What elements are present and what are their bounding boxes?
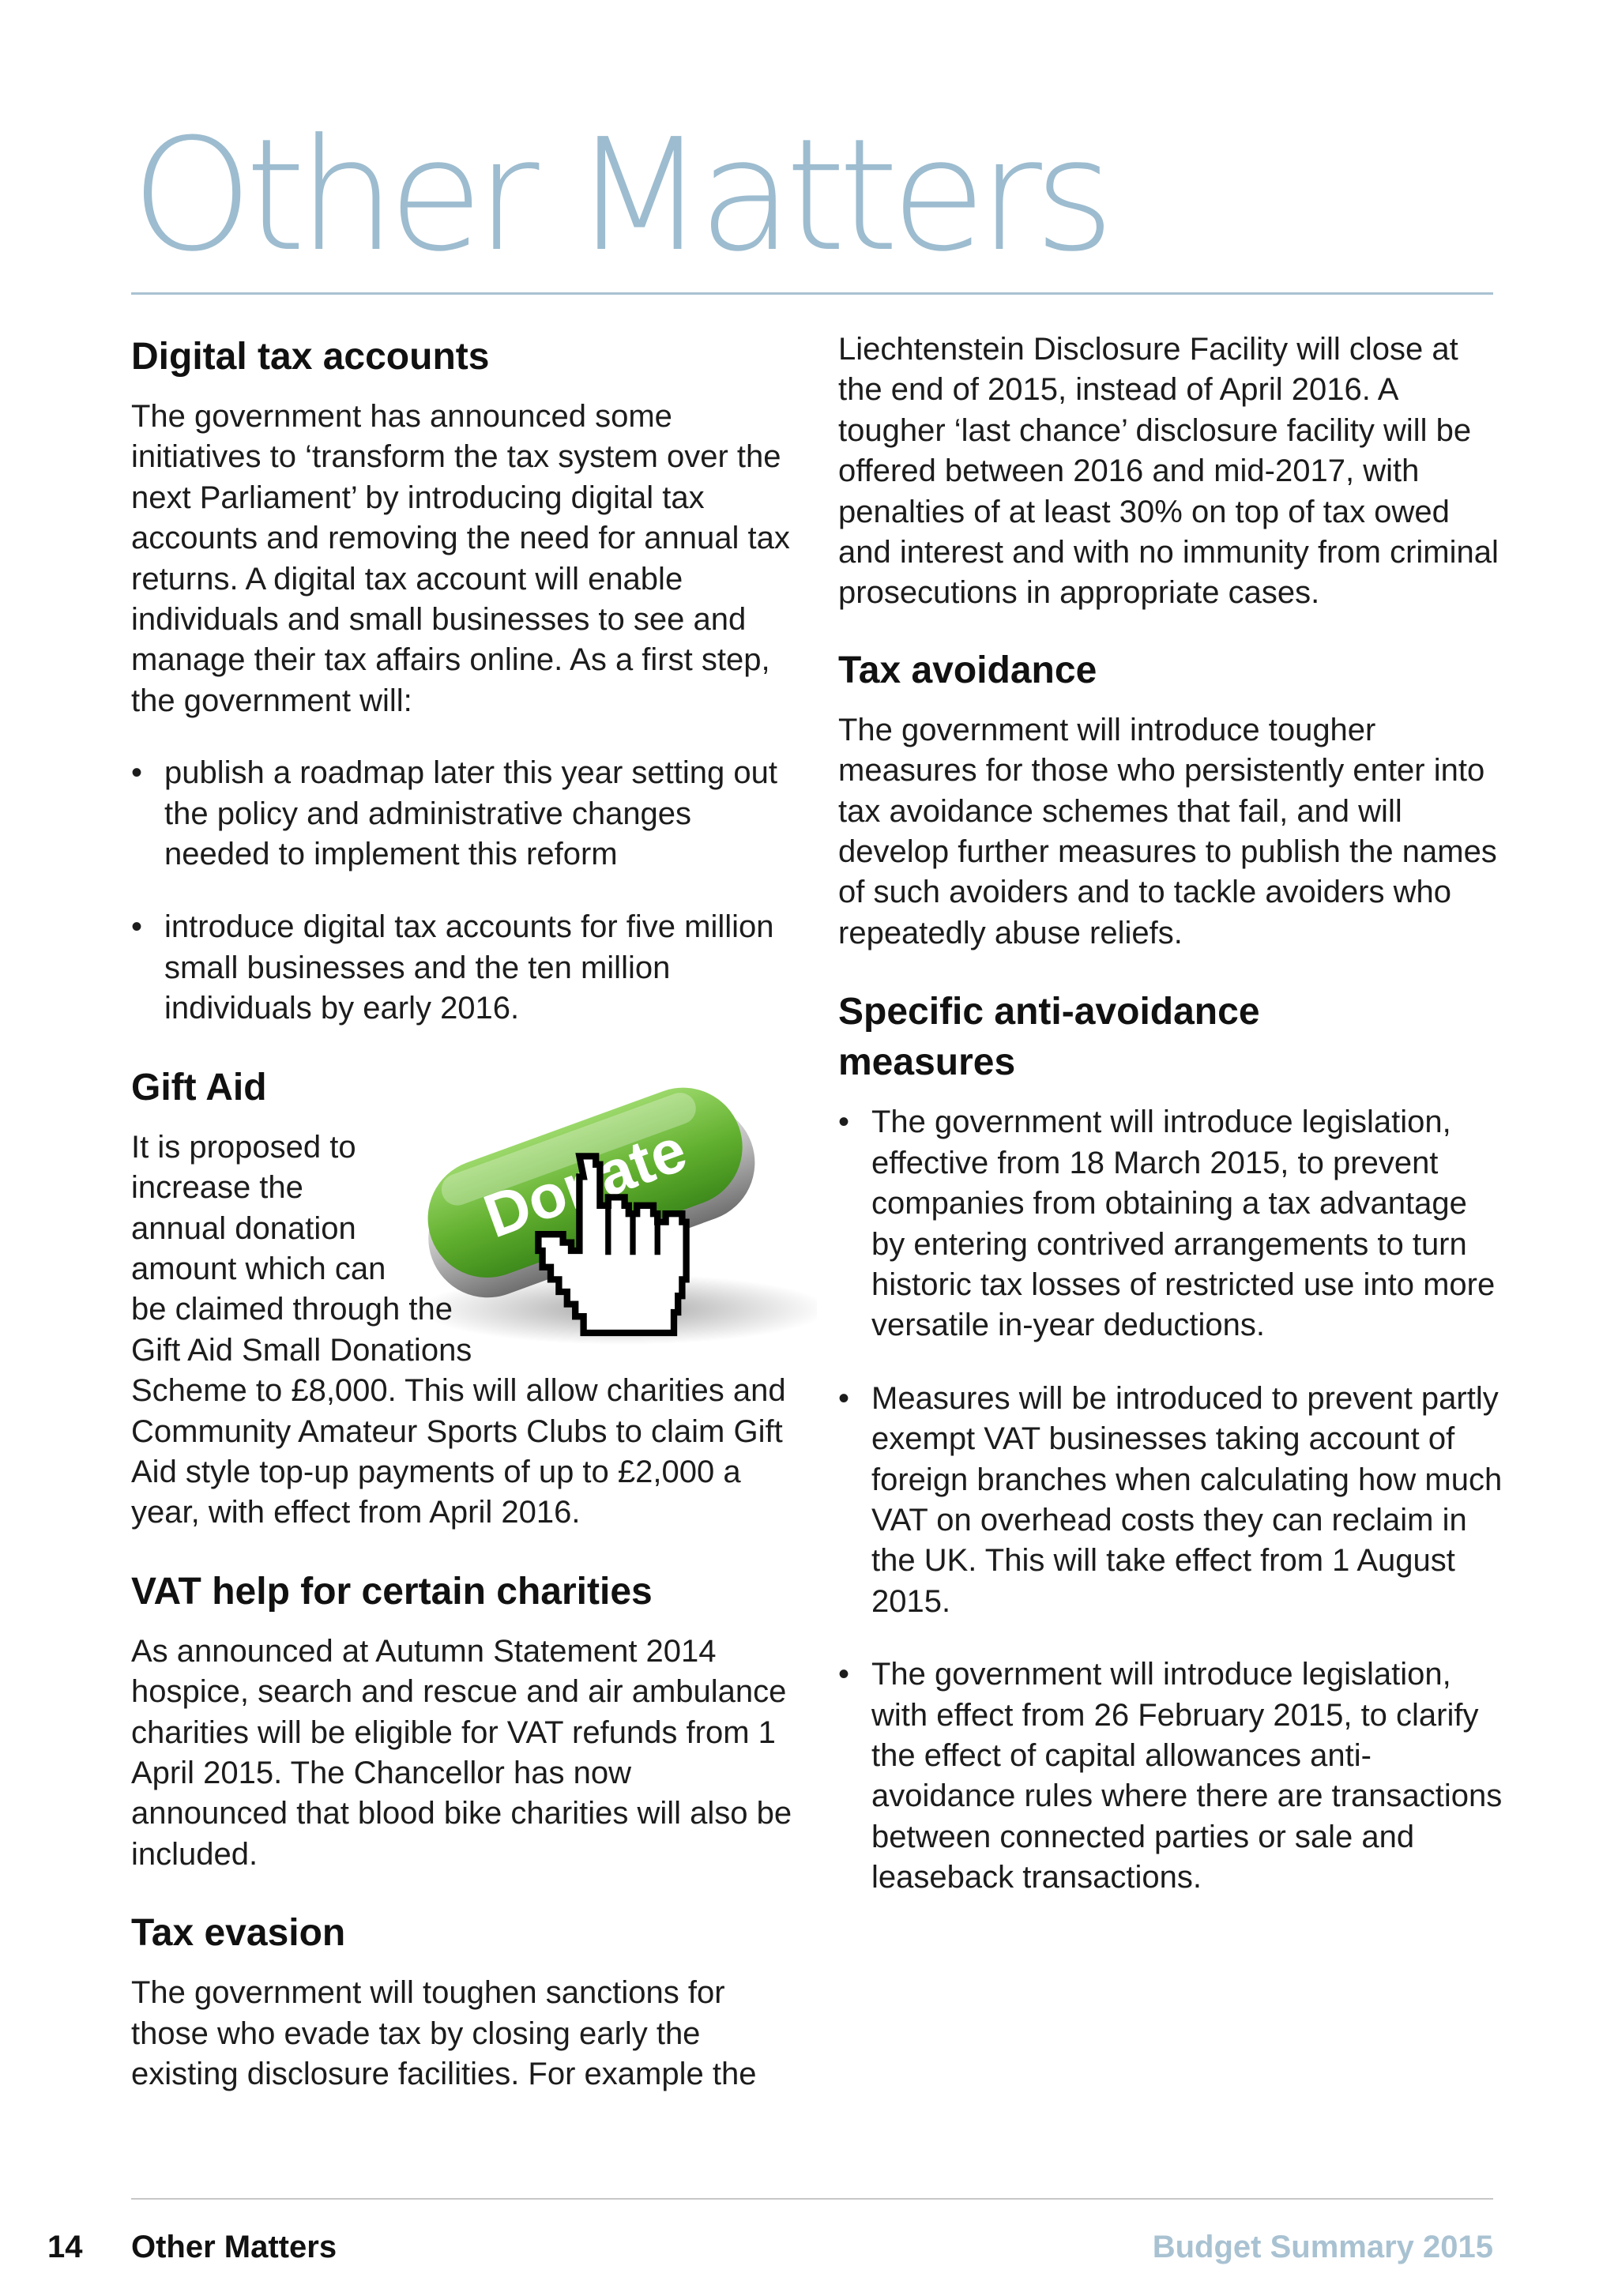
heading-gift-aid: Gift Aid [131, 1066, 267, 1108]
heading-digital-tax-accounts: Digital tax accounts [131, 336, 490, 378]
footer-section-name: Other Matters [131, 2230, 337, 2264]
heading-tax-avoidance: Tax avoidance [838, 649, 1097, 691]
section-vat-help [131, 1567, 795, 1875]
title-divider [131, 292, 1493, 295]
heading-tax-evasion: Tax evasion [131, 1912, 346, 1955]
page-number: 14 [47, 2230, 83, 2264]
section-tax-avoidance [838, 646, 1506, 954]
list-item: • The government will introduce legislation, with effect from 26 February 2015, to clarify the effect of capital allowances anti-avoidance rules where there are transactions between connected parties or sale and leaseback transactions. [838, 1654, 1506, 1898]
bullet-icon: • [838, 1105, 850, 1140]
list-item: • Measures will be introduced to prevent partly exempt VAT businesses taking account of foreign branches when calculating how much VAT on overhead costs they can reclaim in the UK. This will take effect from 1 August 2015. [838, 1379, 1506, 1622]
right-column [838, 332, 1506, 1932]
bullet-icon: • [131, 909, 143, 945]
list-item: • The government will introduce legislation, effective from 18 March 2015, to prevent companies from obtaining a tax advantage by entering contrived arrangements to turn historic tax losses of restricted use into more versatile in-year deductions. [838, 1102, 1506, 1346]
vat-help-body: As announced at Autumn Statement 2014 hospice, search and rescue and air ambulance charities will be eligible for VAT refunds from 1 April 2015. The Chancellor has now announced that blood bike charities will also be included. [131, 1633, 792, 1872]
bullet-icon: • [838, 1657, 850, 1692]
bullet-icon: • [838, 1380, 850, 1416]
tax-evasion-body: The government will toughen sanctions for those who evade tax by closing early the existing disclosure facilities. For example the [131, 1975, 757, 2091]
heading-anti-avoidance: Specific anti-avoidance measures [838, 991, 1260, 1084]
heading-vat-help: VAT help for certain charities [131, 1570, 653, 1613]
anti-avoidance-bullet-list [838, 1102, 1506, 1898]
list-item: • publish a roadmap later this year setting out the policy and administrative changes needed to implement this reform [131, 753, 795, 875]
section-tax-evasion [131, 1908, 795, 2095]
section-gift-aid [131, 1063, 795, 1534]
list-item: • introduce digital tax accounts for five million small businesses and the ten million individuals by early 2016. [131, 907, 795, 1029]
left-column [131, 332, 795, 2128]
page-title: Other Matters [131, 106, 1108, 286]
bullet-icon: • [131, 755, 143, 791]
footer-publication-title: Budget Summary 2015 [1152, 2230, 1493, 2264]
section-digital-tax-accounts [131, 332, 795, 1029]
tax-evasion-continuation: Liechtenstein Disclosure Facility will close at the end of 2015, instead of April 2016. A tougher ‘last chance’ disclosure facility will be offered between 2016 and mid-2017, with penalties of at least 30% on top of tax owed and interest and with no immunity from criminal prosecutions in appropriate cases. [838, 332, 1499, 611]
digital-bullet-list [131, 753, 795, 1029]
tax-avoidance-body: The government will introduce tougher measures for those who persistently enter into tax avoidance schemes that fail, and will develop further measures to publish the names of such avoiders and to tackle avoiders who repeatedly abuse reliefs. [838, 712, 1497, 950]
section-anti-avoidance [838, 987, 1506, 1898]
gift-aid-body: It is proposed to increase the annual donation amount which can be claimed through the Gift Aid Small Donations Scheme to £8,000. This will allow charities and Community Amateur Sports Clubs to claim Gift Aid style top-up payments of up to £2,000 a year, with effect from April 2016. [131, 1129, 786, 1530]
digital-intro: The government has announced some initiatives to ‘transform the tax system over the next Parliament’ by introducing digital tax accounts and removing the need for annual tax returns. A digital tax account will enable individuals and small businesses to see and manage their tax affairs online. As a first step, the government will: [131, 399, 790, 718]
footer-divider [131, 2198, 1493, 2200]
